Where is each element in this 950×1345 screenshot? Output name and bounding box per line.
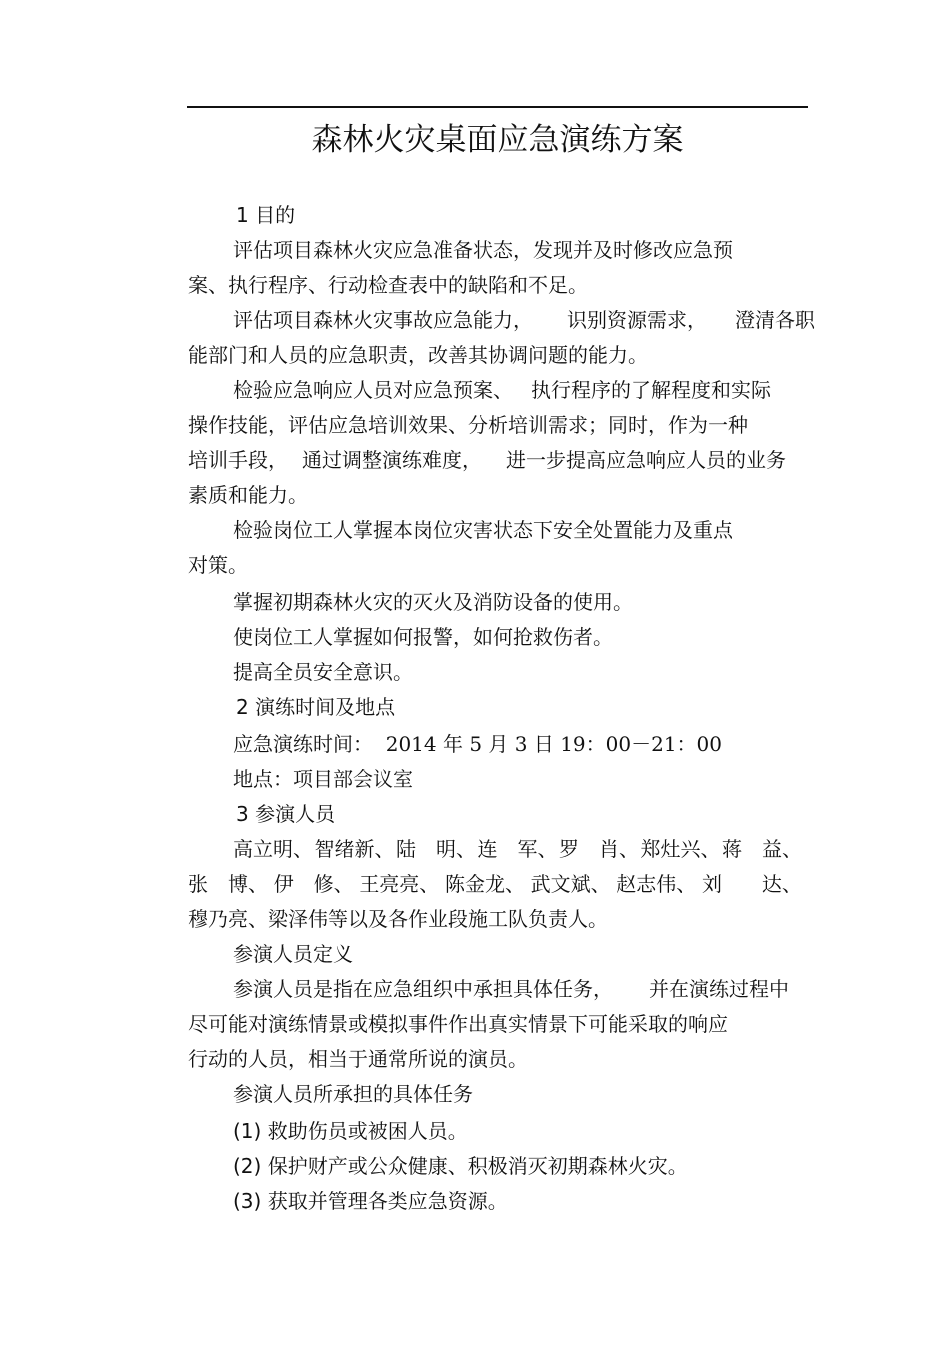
task-item <box>233 1117 468 1145</box>
section-3-heading: 3 参演人员 <box>236 802 336 826</box>
paragraph-line: 培训手段， 通过调整演练难度， 进一步提高应急响应人员的业务 <box>188 448 786 472</box>
paragraph-line: 素质和能力。 <box>188 483 308 507</box>
participant-name: 张 博、 <box>188 872 268 896</box>
task-item <box>233 1152 688 1180</box>
participant-name: 罗 肖、 <box>559 837 639 861</box>
paragraph-line: 对策。 <box>188 553 248 577</box>
paragraph-line: 操作技能，评估应急培训效果、分析培训需求；同时，作为一种 <box>188 413 748 437</box>
paragraph-line: 案、执行程序、行动检查表中的缺陷和不足。 <box>188 273 588 297</box>
drill-location: 地点：项目部会议室 <box>233 767 413 791</box>
subsection-heading: 参演人员定义 <box>233 942 353 966</box>
paragraph-line: 检验应急响应人员对应急预案、 执行程序的了解程度和实际 <box>233 378 771 402</box>
paragraph-line: 参演人员是指在应急组织中承担具体任务， 并在演练过程中 <box>233 977 789 1001</box>
participants-row <box>233 835 802 863</box>
paragraph-line: 行动的人员，相当于通常所说的演员。 <box>188 1047 528 1071</box>
paragraph-line: 能部门和人员的应急职责，改善其协调问题的能力。 <box>188 343 648 367</box>
paragraph-line: 检验岗位工人掌握本岗位灾害状态下安全处置能力及重点 <box>233 518 733 542</box>
participant-name: 伊 修、 <box>273 872 354 896</box>
participants-row: 穆乃亮、梁泽伟等以及各作业段施工队负责人。 <box>188 907 608 931</box>
top-rule <box>187 106 808 108</box>
participant-name: 郑灶兴、 <box>640 837 721 861</box>
task-text: 获取并管理各类应急资源。 <box>267 1189 508 1213</box>
subsection-heading: 参演人员所承担的具体任务 <box>233 1082 473 1106</box>
task-item <box>233 1187 508 1215</box>
paragraph-line: 掌握初期森林火灾的灭火及消防设备的使用。 <box>233 590 633 614</box>
participant-name: 武文斌、 <box>530 872 611 896</box>
section-2-heading: 2 演练时间及地点 <box>236 695 396 719</box>
participant-name: 智绪新、 <box>314 837 395 861</box>
paragraph-line: 使岗位工人掌握如何报警，如何抢救伤者。 <box>233 625 613 649</box>
paragraph-line: 提高全员安全意识。 <box>233 660 413 684</box>
document-title: 森林火灾桌面应急演练方案 <box>311 122 684 158</box>
section-1-heading: 1 目的 <box>236 203 296 227</box>
participant-name: 陈金龙、 <box>444 872 525 896</box>
task-number: (1) <box>233 1119 262 1143</box>
participant-name: 刘 达、 <box>701 872 802 896</box>
task-text: 救助伤员或被困人员。 <box>267 1119 468 1143</box>
task-text: 保护财产或公众健康、积极消灭初期森林火灾。 <box>267 1154 688 1178</box>
drill-time: 应急演练时间： 2014 年 5 月 3 日 19：00－21：00 <box>233 732 723 756</box>
participant-name: 高立明、 <box>233 837 313 861</box>
participant-name: 蒋 益、 <box>722 837 802 861</box>
task-number: (2) <box>233 1154 262 1178</box>
participants-row <box>188 870 802 898</box>
paragraph-line: 评估项目森林火灾应急准备状态，发现并及时修改应急预 <box>233 238 733 262</box>
participant-name: 王亮亮、 <box>359 872 440 896</box>
participant-name: 赵志伟、 <box>616 872 697 896</box>
participant-name: 陆 明、 <box>396 837 476 861</box>
task-number: (3) <box>233 1189 262 1213</box>
paragraph-line: 评估项目森林火灾事故应急能力， 识别资源需求， 澄清各职 <box>233 308 815 332</box>
paragraph-line: 尽可能对演练情景或模拟事件作出真实情景下可能采取的响应 <box>188 1012 728 1036</box>
participant-name: 连 军、 <box>477 837 558 861</box>
